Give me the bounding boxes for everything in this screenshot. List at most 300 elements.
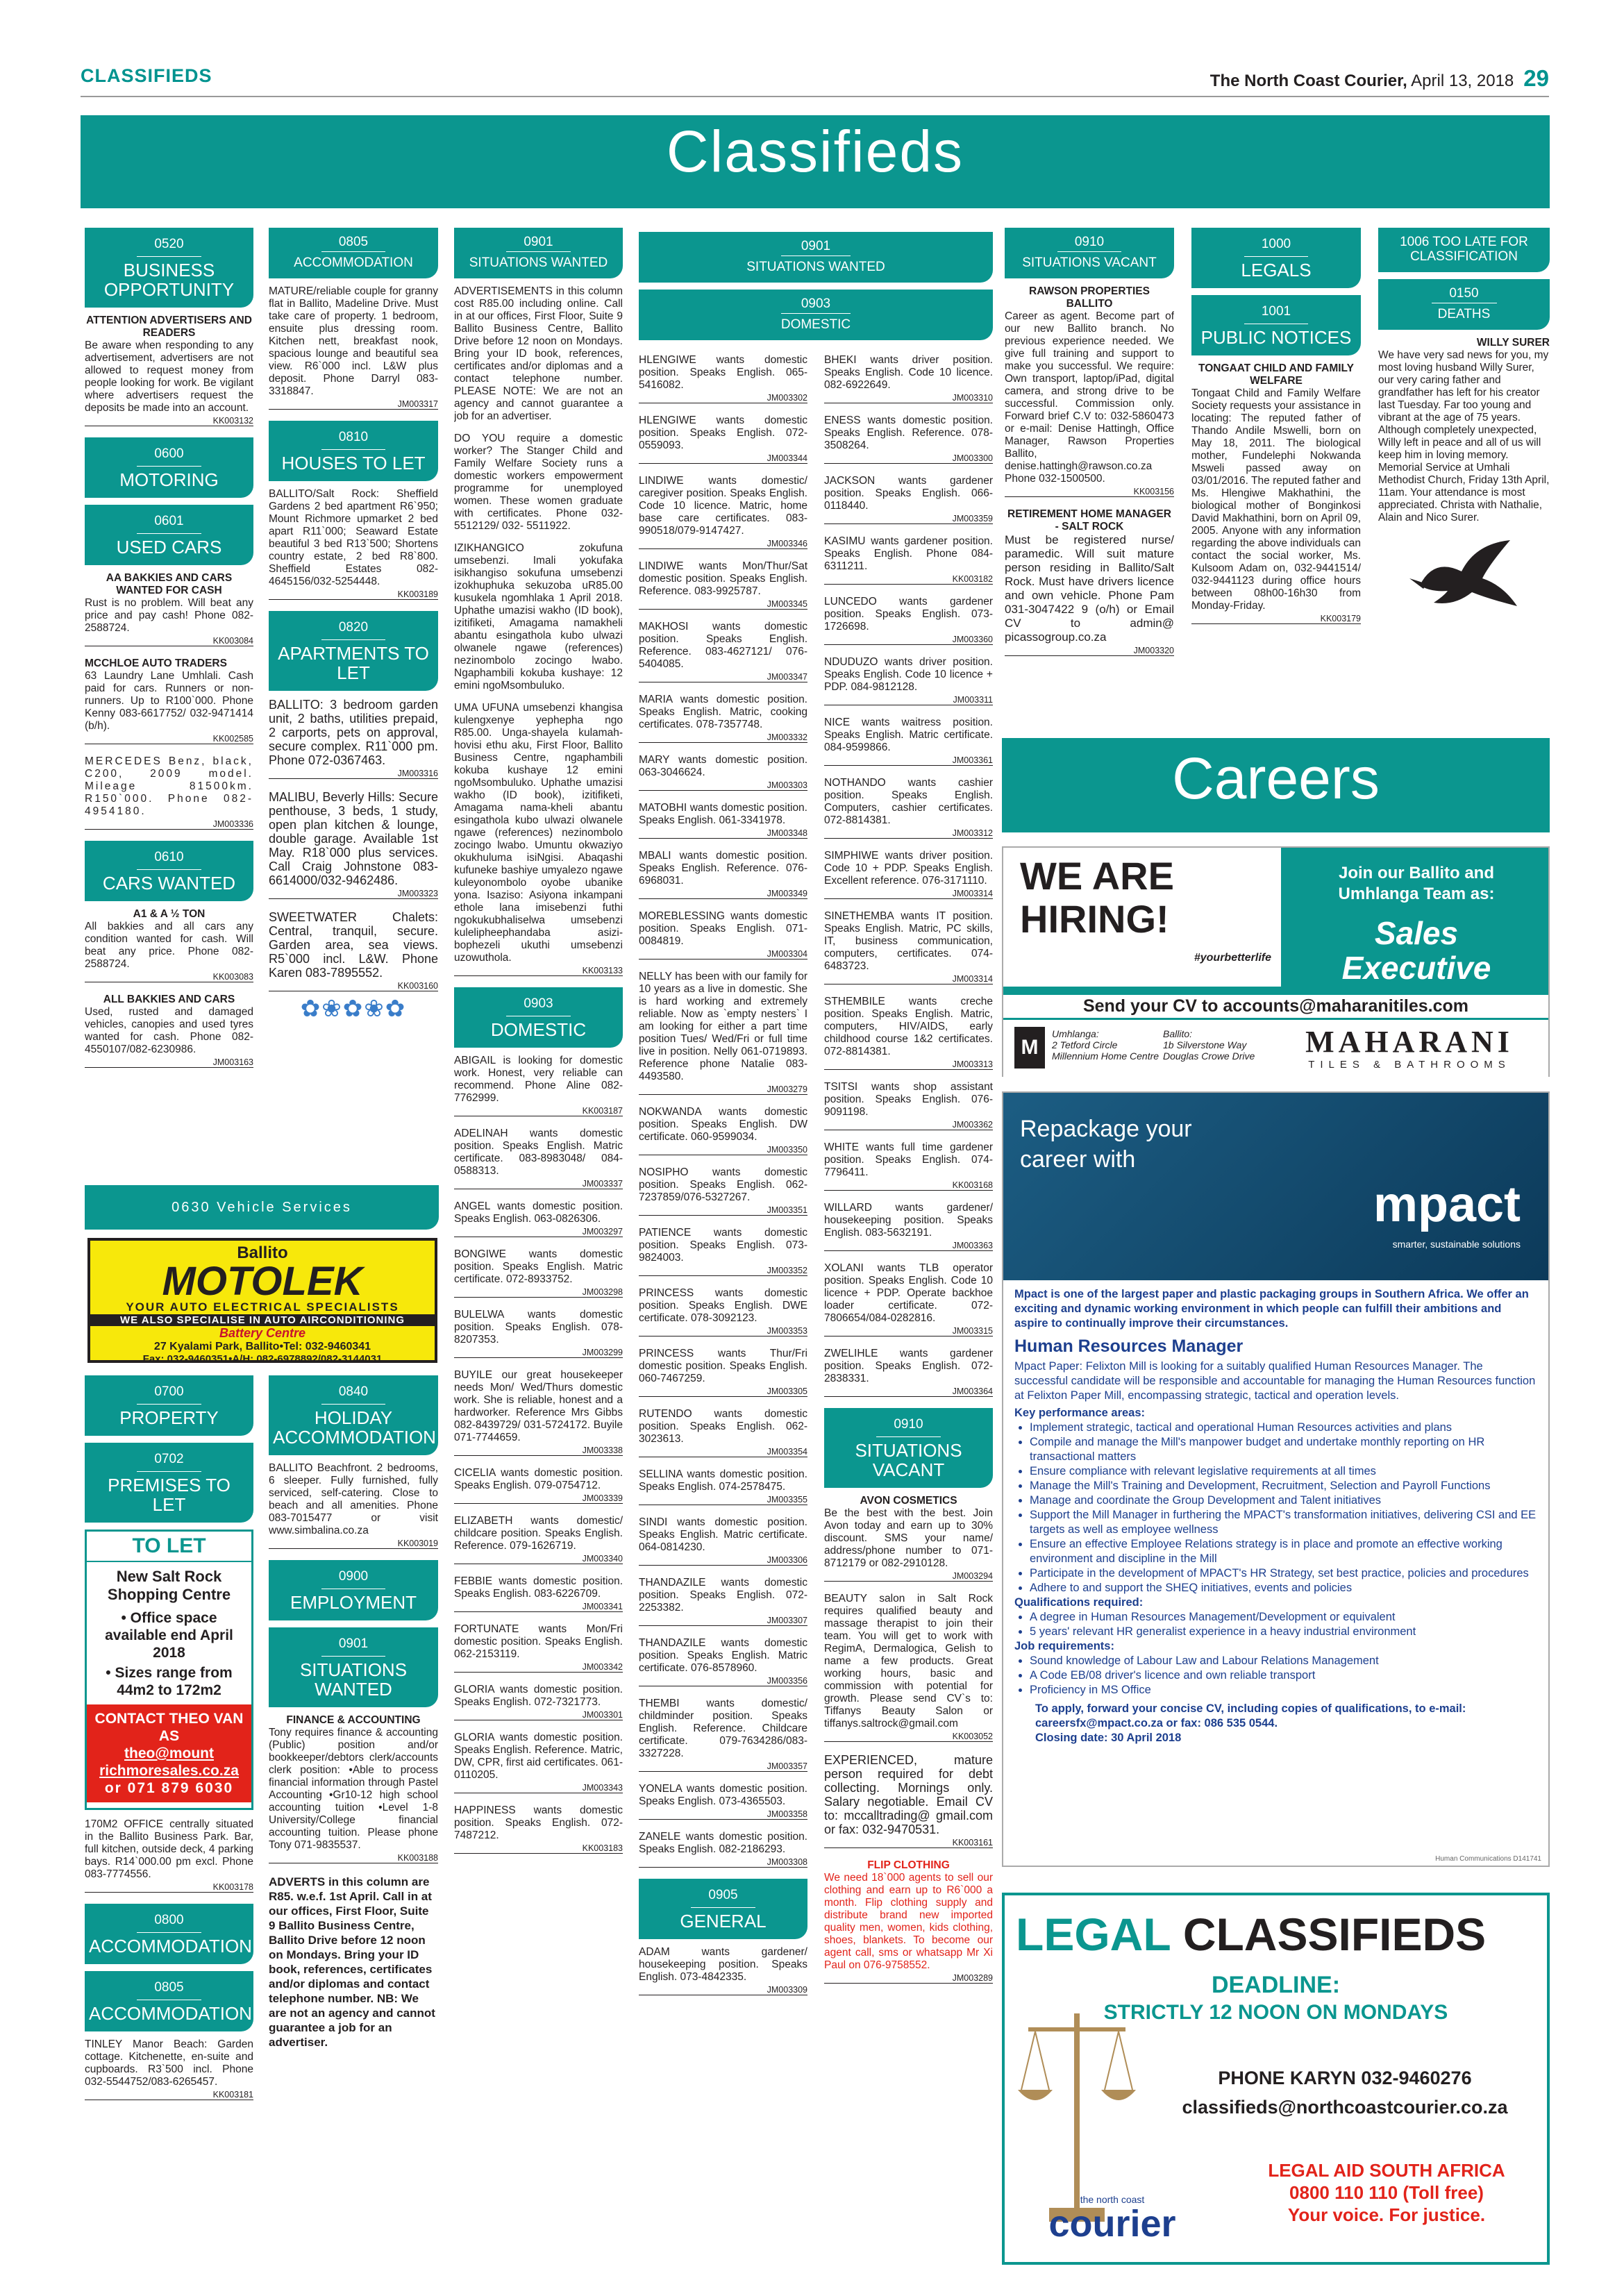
- mpact-body: [1003, 1280, 1548, 1752]
- ad-text: LINDIWE wants Mon/Thur/Sat domestic position. Speaks English. Reference. 083-9925787.: [639, 560, 807, 597]
- ad-text: BALLITO Beachfront. 2 bedrooms, 6 sleeper. Fully furnished, fully serviced, self-catering. Close to beach and all amenities. Phone 083-7015477 or visit www.simbalina.co.za: [269, 1462, 438, 1536]
- qual-list: [1014, 1610, 1537, 1639]
- ad-ref: JM003356: [639, 1676, 807, 1686]
- section-number: 0600: [137, 444, 201, 467]
- ad-text: 170M2 OFFICE centrally situated in the Ballito Business Park. Bar, full kitchen, outside deck, 4 parking bays. R14`000.00 pm excl. Phone 083-7774556.: [85, 1818, 253, 1880]
- mpact-logo: mpact: [1373, 1177, 1521, 1232]
- column-3: [454, 224, 623, 2279]
- ad-text: MATURE/reliable couple for granny flat in Ballito, Madeline Drive. Must take care of property. 1 bedroom, ensuite plus dressing room. Kitchen nett, breakfast nook, spacious lounge and beautiful sea view. R6`000 incl. L&W plus deposit. Phone Darryl 083-3318847.: [269, 285, 438, 397]
- section-title: BUSINESS OPPORTUNITY: [103, 260, 235, 300]
- ad-ref: JM003336: [85, 819, 253, 830]
- ad-text: IZIKHANGICO zokufuna umsebenzi. Imali yokufaka isikhangiso sokufuna umsebenzi izokhuphuka sekuzoba uR85.00 kusukela ngomhlaka 1 April 2018. Uphathe umazisi wakho (ID book), izitifiketi, Amagama namakheli abantu esingathola kubo ulwazi olwanele ngawe (references) nezinombolo zocingo lwabo. Ngaphambili kokuba kushaye: 12 emini ngoMsombuluko.: [454, 542, 623, 692]
- section-0700: [85, 1375, 253, 1436]
- list-item: • Ensure an effective Employee Relations strategy is in place and promote an effective working environment and discipline in the Mill: [1030, 1537, 1537, 1566]
- ad-ref: JM003300: [824, 453, 993, 464]
- mpact-hero: [1003, 1093, 1548, 1280]
- kpa-heading: Key performance areas:: [1014, 1407, 1146, 1419]
- column-4: [639, 354, 807, 2277]
- ad-text: SIMPHIWE wants driver position. Code 10 + PDP. Speaks English. Excellent reference. 076-3171110.: [824, 850, 993, 887]
- ad-text: SWEETWATER Chalets: Central, tranquil, secure. Garden area, sea views. R5`000 incl. L&W. Phone Karen 083-7895552.: [269, 910, 438, 980]
- ad-ref: JM003364: [824, 1386, 993, 1397]
- ad-text: NELLY has been with our family for 10 years as a live in domestic. She is hard working and extremely reliable. Now as `empty nesters` I am looking for either a part time position Tues/ Wed/Fri or full time live in position. Nelly 061-0719893. Reference phone Natalie 083-4493580.: [639, 971, 807, 1082]
- ad-text: THEMBI wants domestic/ childminder position. Speaks English. Reference. Childcare certificate. 079-7634286/083-3327228.: [639, 1698, 807, 1759]
- ad-text: BONGIWE wants domestic position. Speaks English. Matric certificate. 072-8933752.: [454, 1248, 623, 1285]
- section-number: 0903: [781, 296, 851, 314]
- maharani-logo: MAHARANI: [1305, 1025, 1514, 1059]
- apply-line2[interactable]: careersfx@mpact.co.za or fax: 086 535 0544.: [1035, 1717, 1278, 1729]
- list-item: • Support the Mill Manager in furthering the MPACT's transformation initiatives, delivering CSI and EE targets as well as employee wellness: [1030, 1508, 1537, 1537]
- ad-text: Tongaat Child and Family Welfare Society requests your assistance in locating: The reputed father of Thando Andile Mswelli, born on May 18, 2011. The biological mother, Fundelephi Nokwanda Msweli passed away on 03/01/2016. The reputed father and Ms. Hlengiwe Makhathini, the biological mother of Bonginkosi David Makhathini, born on April 09, 2005. Anyone with any information regarding the above individuals can contact the social worker, Ms. Kulsoom Adam on, 032-9441514/ 032-9441123 during office hours between 08h00-16h30 from Monday-Friday.: [1191, 387, 1361, 612]
- section-0601: [85, 505, 253, 565]
- motolek-ad: [87, 1238, 437, 1363]
- ad-ref: JM003344: [639, 453, 807, 464]
- deadline-value: STRICTLY 12 NOON ON MONDAYS: [1103, 2001, 1448, 2024]
- section-0520: [85, 228, 253, 308]
- contact-email-1[interactable]: theo@mount: [124, 1745, 214, 1761]
- ad-ref: KK003181: [85, 2090, 253, 2100]
- ad-text: BUYILE our great housekeeper needs Mon/ Wed/Thurs domestic work. She is reliable, honest and a hardworker. Reference Mrs Gibbs 082-8439729/ 031-5724172. Buyile 071-7744659.: [454, 1369, 623, 1443]
- ad-ref: KK003052: [824, 1732, 993, 1742]
- section-number: 0840: [321, 1382, 386, 1405]
- list-item: • Manage the Mill's Training and Development, Recruitment, Selection and Payroll Functions: [1030, 1479, 1537, 1493]
- ad-ref: JM003303: [639, 780, 807, 791]
- section-0810: [269, 421, 438, 481]
- mpact-intro: Mpact is one of the largest paper and plastic packaging groups in Southern Africa. We offer an exciting and dynamic working environment in which people can fulfill their ambitions and aspire to continually improve their circumstances.: [1014, 1288, 1529, 1330]
- section-number: 0910: [1057, 235, 1122, 252]
- to-let-title: TO LET: [87, 1532, 251, 1562]
- ad-heading: TONGAAT CHILD AND FAMILY WELFARE: [1198, 362, 1354, 387]
- section-title: SITUATIONS WANTED: [299, 1659, 408, 1700]
- column-8: [1378, 224, 1550, 730]
- ad-heading: RAWSON PROPERTIES BALLITO: [1029, 285, 1150, 310]
- adverts-notice: ADVERTS in this column are R85. w.e.f. 1st April. Call in at our offices, First Floor, Suite 9 Ballito Business Centre, Ballito Drive before 12 noon on Mondays. Bring your ID book, references, certificates and/or diplomas and contact telephone number. NB: We are not an agency and cannot guarantee a job for an advertiser.: [269, 1875, 435, 2049]
- ad-ref: JM003315: [824, 1326, 993, 1336]
- ad-ref: JM003294: [824, 1571, 993, 1582]
- ad-heading: RETIREMENT HOME MANAGER - SALT ROCK: [1007, 508, 1171, 533]
- ad-text: MARIA wants domestic position. Speaks English. Matric, cooking certificates. 078-7357748.: [639, 694, 807, 730]
- umhlanga-address: [1052, 1028, 1159, 1062]
- ad-heading: ALL BAKKIES AND CARS: [103, 994, 235, 1005]
- ad-text: ADELINAH wants domestic position. Speaks English. Matric certificate. 083-8983048/ 084-0588313.: [454, 1128, 623, 1177]
- section-title: MOTORING: [119, 469, 219, 490]
- section-title: ACCOMMODATION: [294, 255, 413, 270]
- ad-text: LUNCEDO wants gardener position. Speaks English. 073-1726698.: [824, 596, 993, 632]
- ad-ref: KK003183: [454, 1843, 623, 1854]
- section-title: SITUATIONS WANTED: [469, 255, 608, 270]
- ad-ref: JM003342: [454, 1662, 623, 1673]
- ad-ref: JM003363: [824, 1241, 993, 1251]
- domestic-ads-list: [454, 1055, 623, 1854]
- contact-name: CONTACT THEO VAN AS: [94, 1711, 244, 1744]
- addr-line: Millennium Home Centre: [1052, 1050, 1160, 1062]
- section-number: 0800: [137, 1911, 201, 1933]
- ad-text: MARY wants domestic position. 063-3046624.: [639, 754, 807, 778]
- ad-text: Tony requires finance & accounting (Public) position and/or bookkeeper/debtors clerk/accounts clerk position: •Able to process financial information through Pastel Accounting •Gr10-12 high school accounting tuition •Level 1-8 University/College financial accounting tuition. Please phone Tony 071-9835537.: [269, 1727, 438, 1851]
- ad-text: HLENGIWE wants domestic position. Speaks English. 065-5416082.: [639, 354, 807, 391]
- section-title: SITUATIONS VACANT: [855, 1440, 962, 1480]
- section-title: SITUATIONS VACANT: [1022, 255, 1157, 270]
- ad-ref: JM003353: [639, 1326, 807, 1336]
- section-title: APARTMENTS TO LET: [278, 643, 429, 683]
- section-0805: [85, 1971, 253, 2031]
- legal-aid-name: LEGAL AID SOUTH AFRICA: [1268, 2160, 1505, 2181]
- section-title: SITUATIONS WANTED: [746, 260, 885, 274]
- maharani-footer: [1003, 1020, 1548, 1077]
- ad-text: ZANELE wants domestic position. Speaks English. 082-2186293.: [639, 1831, 807, 1855]
- ad-text: MALIBU, Beverly Hills: Secure penthouse, 3 beds, 1 study, open plan kitchen & lounge, double garage. Available 1st May. R18`000 plus services. Call Craig Johnstone 083-6614000/032-9462486.: [269, 790, 438, 887]
- hiring-line2: HIRING!: [1020, 897, 1169, 941]
- motolek-fax: Fax: 032-9460351•A/H: 082-6978892/082-3144031: [142, 1353, 383, 1365]
- section-number: 0900: [321, 1567, 386, 1589]
- ad-text: BEAUTY salon in Salt Rock requires qualified beauty and massage therapist to join their team. You will get to work with RegimA, Dermalogica, Gelish to name a few products. Great working hours, basic and commission with potential for growth. Please send CV`s to: Tiffanys Beauty Salon or tiffanys.saltrock@gmail.com: [824, 1593, 993, 1729]
- hiring-panel: [1003, 848, 1281, 987]
- section-title: DOMESTIC: [780, 317, 851, 332]
- legal-phone: PHONE KARYN 032-9460276: [1218, 2068, 1472, 2088]
- contact-phone: or 071 879 6030: [104, 1780, 234, 1796]
- ad-text: TINLEY Manor Beach: Garden cottage. Kitchenette, en-suite and cupboards. R3`500 incl. Phone 032-5544752/083-6265457.: [85, 2038, 253, 2088]
- battery-centre-logo: Battery Centre: [219, 1326, 306, 1340]
- ballito-address: [1163, 1028, 1255, 1062]
- section-0910: [824, 1408, 993, 1488]
- ad-ref: JM003345: [639, 599, 807, 610]
- ad-ref: JM003348: [639, 828, 807, 839]
- ad-text: UMA UFUNA umsebenzi khangisa kulengxenye yephepha ngo R85.00. Unga-shayela kulamah-hovisi ethu aku, First Floor, Ballito Business Centre, ngaphambili kokuba kushaye 12 emini ngoMsombuluko. Uphathe umazisi wakho (ID book), izitifiketi, Amagama nama-kheli abantu esingathola kubo ulwazi olwanele ngawe (references) nezinombolo zocingo lwabo. Umuntu okwaziyo okukhuluma isiNgisi. Abaqashi kufuneke bashiye umyalezo ngawe kuleyonombolo oyobe ubanike yona. Isaziso: Asiyona inkampani ethole lana imisebenzi futhi ngokukubhaliselwa umsebenzi kulelipheephandaba asizi-bophezeli ukuthi umsebenzi uzowuthola.: [454, 702, 623, 964]
- mpact-desc: Mpact Paper: Felixton Mill is looking for a suitably qualified Human Resources Manager. The successful candidate will be responsible and accountable for managing the Human Resources function at Felixton Paper Mill, encompassing strategic, tactical and operation levels.: [1014, 1360, 1536, 1402]
- section-0901: [454, 228, 623, 278]
- list-item: • Implement strategic, tactical and operational Human Resources activities and plans: [1030, 1421, 1537, 1435]
- section-title: DEATHS: [1437, 307, 1491, 321]
- ad-text: THANDAZILE wants domestic position. Speaks English. Matric certificate. 076-8578960.: [639, 1637, 807, 1674]
- ad-ref: KK003179: [1191, 614, 1361, 624]
- careers-title: Careers: [1172, 746, 1380, 811]
- ad-ref: JM003360: [824, 635, 993, 645]
- maharani-hiring-ad: [1002, 846, 1550, 1077]
- addr-line: 1b Silverstone Way: [1163, 1039, 1247, 1050]
- to-let-contact: [87, 1704, 251, 1802]
- ad-text: STHEMBILE wants creche position. Speaks English. Matric, computers, HIV/AIDS, early childhood course 1&2 certificates. 072-8814381.: [824, 996, 993, 1057]
- issue-date: April 13, 2018: [1411, 72, 1514, 90]
- legal-aid-phone: 0800 110 110 (Toll free): [1289, 2182, 1484, 2203]
- ad-text: HAPPINESS wants domestic position. Speaks English. 072-7487212.: [454, 1804, 623, 1841]
- section-number: 0820: [321, 618, 386, 640]
- section-number: 0810: [321, 428, 386, 450]
- ad-ref: JM003299: [454, 1348, 623, 1358]
- section-0820: [269, 611, 438, 691]
- send-cv[interactable]: Send your CV to accounts@maharanitiles.com: [1003, 995, 1548, 1018]
- section-title: ACCOMMODATION: [89, 2003, 252, 2024]
- domestic-ads-list: [639, 354, 807, 1868]
- ad-heading: ATTENTION ADVERTISERS AND READERS: [86, 315, 252, 339]
- section-0905: [639, 1879, 807, 1939]
- section-number: 0905: [691, 1886, 755, 1908]
- ad-ref: JM003339: [454, 1493, 623, 1504]
- section-number: 1001: [1244, 302, 1309, 324]
- section-0630: 0630 Vehicle Services: [85, 1185, 439, 1230]
- ad-ref: KK003168: [824, 1180, 993, 1191]
- ad-ref: KK003132: [85, 416, 253, 426]
- position-line2: Executive: [1341, 950, 1491, 986]
- ad-text: HLENGIWE wants domestic position. Speaks English. 072-0559093.: [639, 414, 807, 451]
- list-item: • Compile and manage the Mill's manpower budget and undertake monthly reporting on HR transactional matters: [1030, 1435, 1537, 1464]
- ad-text: We need 18`000 agents to sell our clothing and earn up to R6`000 a month. Flip clothing supply and distribute brand new imported quality men, women, kids clothing, shoes, blankets. To become our agent call, sms or whatsapp Mr Xi Paul on 076-9758552.: [824, 1872, 993, 1971]
- ad-text: MERCEDES Benz, black, C200, 2009 model. Mileage 81500km. R150`000. Phone 082-4954180.: [85, 755, 253, 817]
- ad-text: XOLANI wants TLB operator position. Speaks English. Code 10 licence + PDP. Operate backhoe loader certificate. 072-7806654/084-0282816.: [824, 1262, 993, 1324]
- section-0900: [269, 1560, 438, 1620]
- ad-text: Used, rusted and damaged vehicles, canopies and used tyres wanted for cash. Phone 082-4550107/082-6230986.: [85, 1006, 253, 1055]
- ad-ref: JM003302: [639, 393, 807, 403]
- maharani-logo-mark: M: [1014, 1027, 1045, 1069]
- ad-ref: KK003084: [85, 636, 253, 646]
- header-rule: [81, 96, 1549, 97]
- section-title: GENERAL: [680, 1911, 767, 1932]
- section-title: EMPLOYMENT: [290, 1592, 417, 1613]
- apply-line1: To apply, forward your concise CV, including copies of qualifications, to e-mail:: [1035, 1702, 1466, 1715]
- ad-heading: MCCHLOE AUTO TRADERS: [85, 657, 227, 669]
- ad-ref: JM003301: [454, 1710, 623, 1720]
- ad-ref: JM003340: [454, 1554, 623, 1564]
- ad-ref: JM003163: [85, 1057, 253, 1068]
- ad-ref: KK003019: [269, 1539, 438, 1549]
- ad-ref: JM003361: [824, 755, 993, 766]
- ad-text: SELLINA wants domestic position. Speaks English. 074-2578475.: [639, 1468, 807, 1493]
- ad-text: FEBBIE wants domestic position. Speaks English. 083-6226709.: [454, 1575, 623, 1600]
- ad-text: CICELIA wants domestic position. Speaks English. 079-0754712.: [454, 1467, 623, 1491]
- ad-ref: JM003279: [639, 1084, 807, 1095]
- ad-text: KASIMU wants gardener position. Speaks English. Phone 084-6311211.: [824, 535, 993, 572]
- ad-ref: JM003310: [824, 393, 993, 403]
- ad-text: JACKSON wants gardener position. Speaks English. 066-0118440.: [824, 475, 993, 512]
- to-let-ad: [85, 1530, 253, 1810]
- dove-icon: [1378, 537, 1550, 623]
- ad-text: PATIENCE wants domestic position. Speaks English. 073-9824003.: [639, 1227, 807, 1264]
- ad-heading: AVON COSMETICS: [860, 1495, 957, 1507]
- ad-text: BHEKI wants driver position. Speaks English. Code 10 licence. 082-6922649.: [824, 354, 993, 391]
- ad-ref: KK003156: [1005, 487, 1174, 497]
- ad-ref: KK003133: [454, 966, 623, 976]
- ad-text: NDUDUZO wants driver position. Speaks English. Code 10 licence + PDP. 084-9812128.: [824, 656, 993, 693]
- ad-text: Be aware when responding to any advertisement, advertisers are not allowed to request money from people looking for work. Be vigilant where advertisers request the deposits be made into an account.: [85, 340, 253, 414]
- ad-text: MAKHOSI wants domestic position. Speaks English. Reference. 083-4627121/ 076-5404085.: [639, 621, 807, 670]
- ad-ref: JM003338: [454, 1446, 623, 1456]
- ad-text: ELIZABETH wants domestic/ childcare position. Speaks English. Reference. 079-1626719.: [454, 1515, 623, 1552]
- headline-line2: career with: [1020, 1146, 1136, 1173]
- to-let-bullet-1: • Office space available end April 2018: [105, 1610, 233, 1661]
- list-item: • Ensure compliance with relevant legislative requirements at all times: [1030, 1464, 1537, 1479]
- legal-aid: [1234, 2159, 1539, 2226]
- page-number: 29: [1523, 65, 1549, 91]
- ad-ref: JM003289: [824, 1973, 993, 1984]
- section-label: CLASSIFIEDS: [81, 65, 212, 86]
- motolek-logo: MOTOLEK: [162, 1259, 363, 1304]
- mpact-job-title: Human Resources Manager: [1014, 1336, 1244, 1356]
- section-1001: [1191, 295, 1361, 355]
- section-title: ACCOMMODATION: [89, 1936, 252, 1956]
- ad-ref: JM003308: [639, 1857, 807, 1868]
- section-0702: [85, 1443, 253, 1523]
- section-0600: [85, 437, 253, 498]
- columns-4-5-header: [639, 228, 993, 347]
- ad-ref: JM003320: [1005, 646, 1174, 656]
- legal-aid-slogan: Your voice. For justice.: [1287, 2204, 1486, 2225]
- ad-ref: JM003305: [639, 1386, 807, 1397]
- ad-ref: JM003313: [824, 1059, 993, 1070]
- ad-text: GLORIA wants domestic position. Speaks English. 072-7321773.: [454, 1684, 623, 1708]
- ad-text: ADVERTISEMENTS in this column cost R85.00 including online. Call in at our offices, First Floor, Suite 9 Ballito Business Centre, Ballito Drive before 12 noon on Mondays. Bring your ID book, references, certificates and/or diplomas and a contact telephone number. PLEASE NOTE: We are not an agency and cannot guarantee a job for an advertiser.: [454, 285, 623, 422]
- classifieds-word: CLASSIFIEDS: [1182, 1909, 1487, 1960]
- kpa-list: [1014, 1421, 1537, 1595]
- section-1000: [1191, 228, 1361, 288]
- section-title: HOUSES TO LET: [281, 453, 426, 474]
- mpact-ad: [1002, 1091, 1550, 1867]
- ad-ref: JM003311: [824, 695, 993, 705]
- ad-text: Rust is no problem. Will beat any price and pay cash! Phone 082-2588724.: [85, 597, 253, 634]
- column-1-lower: [85, 1371, 253, 2274]
- list-item: • A Code EB/08 driver's licence and own reliable transport: [1030, 1668, 1537, 1683]
- ad-heading: FLIP CLOTHING: [867, 1859, 950, 1871]
- ad-ref: JM003307: [639, 1616, 807, 1626]
- ad-ref: KK003188: [269, 1853, 438, 1863]
- section-number: 0150: [1432, 286, 1497, 303]
- ad-text: EXPERIENCED, mature person required for debt collecting. Mornings only. Salary negotiable. Email CV to: mccalltrading@ gmail.com or fax: 032-9470531.: [824, 1753, 993, 1836]
- section-number: 0601: [137, 512, 201, 534]
- section-0150: [1378, 279, 1550, 330]
- section-number: 0903: [506, 994, 570, 1016]
- ad-text: FORTUNATE wants Mon/Fri domestic position. Speaks English. 062-2153119.: [454, 1623, 623, 1660]
- motolek-line1: YOUR AUTO ELECTRICAL SPECIALISTS: [126, 1300, 399, 1314]
- mpact-headline: [1020, 1114, 1192, 1175]
- column-2-lower: [269, 1371, 438, 2274]
- column-6: [1005, 224, 1174, 730]
- section-0903: [639, 290, 993, 340]
- ad-ref: JM003323: [269, 889, 438, 899]
- ad-heading: A1 & A ½ TON: [133, 908, 206, 920]
- classifieds-banner: [81, 115, 1550, 208]
- ad-text: GLORIA wants domestic position. Speaks English. Reference. Matric, DW, CPR, first aid certificates. 061-0110205.: [454, 1732, 623, 1781]
- ad-ref: JM003349: [639, 889, 807, 899]
- ad-text: All bakkies and all cars any condition wanted for cash. Will beat any price. Phone 082-2588724.: [85, 921, 253, 970]
- ad-ref: KK003178: [85, 1882, 253, 1893]
- section-number: 1000: [1244, 235, 1309, 257]
- contact-email-2[interactable]: richmoresales.co.za: [99, 1763, 239, 1779]
- ad-ref: JM003343: [454, 1783, 623, 1793]
- join-panel: [1288, 863, 1545, 985]
- column-2: [269, 224, 438, 1182]
- addr-line: Douglas Crowe Drive: [1163, 1050, 1255, 1062]
- section-number: 0520: [137, 235, 201, 257]
- paper-name: The North Coast Courier,: [1209, 72, 1407, 90]
- ad-ref: JM003317: [269, 399, 438, 410]
- ad-text: NOTHANDO wants cashier position. Speaks English. Computers, cashier certificates. 072-8814381.: [824, 777, 993, 826]
- ad-text: Career as agent. Become part of our new Ballito branch. No previous experience needed. We give full training and support to make you successful. We require: Own transport, laptop/iPad, digital camera, and strong drive to be successful. Commission only. Forward brief C.V to: 032-5860473 or e-mail: Denise Hattingh, Office Manager, Rawson Properties Ballito, denise.hattingh@rawson.co.za Phone 032-1500500.: [1005, 310, 1174, 485]
- ad-ref: JM003355: [639, 1495, 807, 1505]
- ad-text: SINETHEMBA wants IT position. Speaks English. Matric, PC skills, IT, business communication, computers, certificates. 074-6483723.: [824, 910, 993, 972]
- section-0610: [85, 841, 253, 901]
- careers-banner: [1002, 738, 1550, 832]
- headline-line1: Repackage your: [1020, 1116, 1192, 1142]
- section-0901: [269, 1627, 438, 1707]
- join-line2: Umhlanga Team as:: [1338, 885, 1495, 903]
- ad-text: We have very sad news for you, my most loving husband Willy Surer, our very caring father and grandfather has left for his creator last Tuesday. Far too young and vibrant at the age of 75 years. Although completely unexpected, Willy left in peace and all of us will keep him in loving memory. Memorial Service at Umhali Methodist Church, Friday 13th April, 11am. Your attendance is most appreciated. Christa with Nathalie, Alain and Nico Surer.: [1378, 349, 1550, 523]
- ad-ref: JM003341: [454, 1602, 623, 1612]
- legal-title: [1016, 1908, 1486, 1961]
- section-0805: [269, 228, 438, 278]
- deadline-label: DEADLINE:: [1211, 1972, 1341, 1998]
- ad-text: WILLARD wants gardener/ housekeeping position. Speaks English. 083-5632191.: [824, 1202, 993, 1239]
- legal-email[interactable]: classifieds@northcoastcourier.co.za: [1182, 2097, 1508, 2118]
- ad-heading: AA BAKKIES AND CARS WANTED FOR CASH: [106, 572, 233, 596]
- ad-text: LINDIWE wants domestic/ caregiver position. Speaks English. Code 10 licence. Matric, home base care certificates. 083-990518/079-9147427.: [639, 475, 807, 537]
- position-line1: Sales: [1374, 915, 1459, 951]
- ad-ref: JM003298: [454, 1287, 623, 1298]
- ad-text: PRINCESS wants Thur/Fri domestic position. Speaks English. 060-7467259.: [639, 1348, 807, 1384]
- ad-ref: KK002585: [85, 734, 253, 744]
- section-title: HOLIDAY ACCOMMODATION: [273, 1407, 436, 1448]
- list-item: • Manage and coordinate the Group Development and Talent initiatives: [1030, 1493, 1537, 1508]
- ad-ref: JM003362: [824, 1120, 993, 1130]
- ad-ref: JM003357: [639, 1761, 807, 1772]
- wanted-ads-list: [824, 354, 993, 1397]
- motolek-line2: WE ALSO SPECIALISE IN AUTO AIRCONDITIONING: [90, 1314, 435, 1326]
- ad-text: BALLITO/Salt Rock: Sheffield Gardens 2 bed apartment R6`950; Mount Richmore upmarket 2 bed apart R11`000; Seaward Estate beautiful 3 bed R13`500; Shortens country estate, 2 bed R8`800. Sheffield Estates 082-4645156/032-5254448.: [269, 488, 438, 587]
- ad-text: SINDI wants domestic position. Speaks English. Matric certificate. 064-0814230.: [639, 1516, 807, 1553]
- ad-ref: JM003309: [639, 1985, 807, 1995]
- ad-ref: JM003346: [639, 539, 807, 549]
- section-title: PROPERTY: [119, 1407, 219, 1428]
- ad-heading: WILLY SURER: [1476, 337, 1550, 349]
- list-item: • A degree in Human Resources Management/Development or equivalent: [1030, 1610, 1537, 1625]
- to-let-bullet-2: • Sizes range from 44m2 to 172m2: [106, 1665, 233, 1698]
- section-number: 0702: [137, 1450, 201, 1472]
- section-0840: [269, 1375, 438, 1455]
- section-title: CARS WANTED: [102, 873, 236, 894]
- ad-ref: JM003314: [824, 889, 993, 899]
- ad-ref: KK003187: [454, 1106, 623, 1116]
- legal-classifieds-ad: [1002, 1893, 1550, 2265]
- ad-text: PRINCESS wants domestic position. Speaks English. DWE certificate. 078-3092123.: [639, 1287, 807, 1324]
- hiring-tag: #yourbetterlife: [1194, 952, 1271, 964]
- courier-logo-small: the north coast: [1080, 2194, 1145, 2205]
- column-5: [824, 354, 993, 2277]
- ad-text: TSITSI wants shop assistant position. Speaks English. 076-9091198.: [824, 1081, 993, 1118]
- ad-text: ENESS wants domestic position. Speaks English. Reference. 078-3508264.: [824, 414, 993, 451]
- ad-ref: JM003314: [824, 974, 993, 984]
- ad-text: RUTENDO wants domestic position. Speaks English. 062-3023613.: [639, 1408, 807, 1445]
- section-number: 0805: [321, 235, 386, 252]
- addr-line: Ballito:: [1163, 1028, 1193, 1039]
- ad-ref: JM003312: [824, 828, 993, 839]
- qual-heading: Qualifications required:: [1014, 1596, 1144, 1609]
- ad-text: BULELWA wants domestic position. Speaks English. 078-8207353.: [454, 1309, 623, 1346]
- closing-date: Closing date: 30 April 2018: [1035, 1732, 1182, 1744]
- section-number: 0610: [137, 848, 201, 870]
- ad-ref: JM003297: [454, 1227, 623, 1237]
- list-item: • Proficiency in MS Office: [1030, 1683, 1537, 1698]
- req-list: [1014, 1654, 1537, 1698]
- section-title: USED CARS: [116, 537, 222, 558]
- ad-text: NOKWANDA wants domestic position. Speaks English. DW certificate. 060-9599034.: [639, 1106, 807, 1143]
- flower-ornament-icon: ✿❀✿❀✿: [300, 996, 407, 1022]
- ad-ref: JM003359: [824, 514, 993, 524]
- ad-ref: KK003189: [269, 589, 438, 600]
- section-title: PREMISES TO LET: [108, 1475, 231, 1515]
- ad-text: MBALI wants domestic position. Speaks English. Reference. 076-6968031.: [639, 850, 807, 887]
- courier-logo: [1026, 2194, 1199, 2243]
- ad-ref: JM003351: [639, 1205, 807, 1216]
- req-heading: Job requirements:: [1014, 1640, 1114, 1652]
- section-number: 0805: [137, 1978, 201, 2000]
- ad-text: Must be registered nurse/ paramedic. Will suit mature person residing in Ballito/Salt Rock. Must have drivers licence and own vehicle. Phone Pam 031-3047422 9 (o/h) or Email CV to admin@ picassogroup.co.za: [1005, 533, 1174, 644]
- section-0910: [1005, 228, 1174, 278]
